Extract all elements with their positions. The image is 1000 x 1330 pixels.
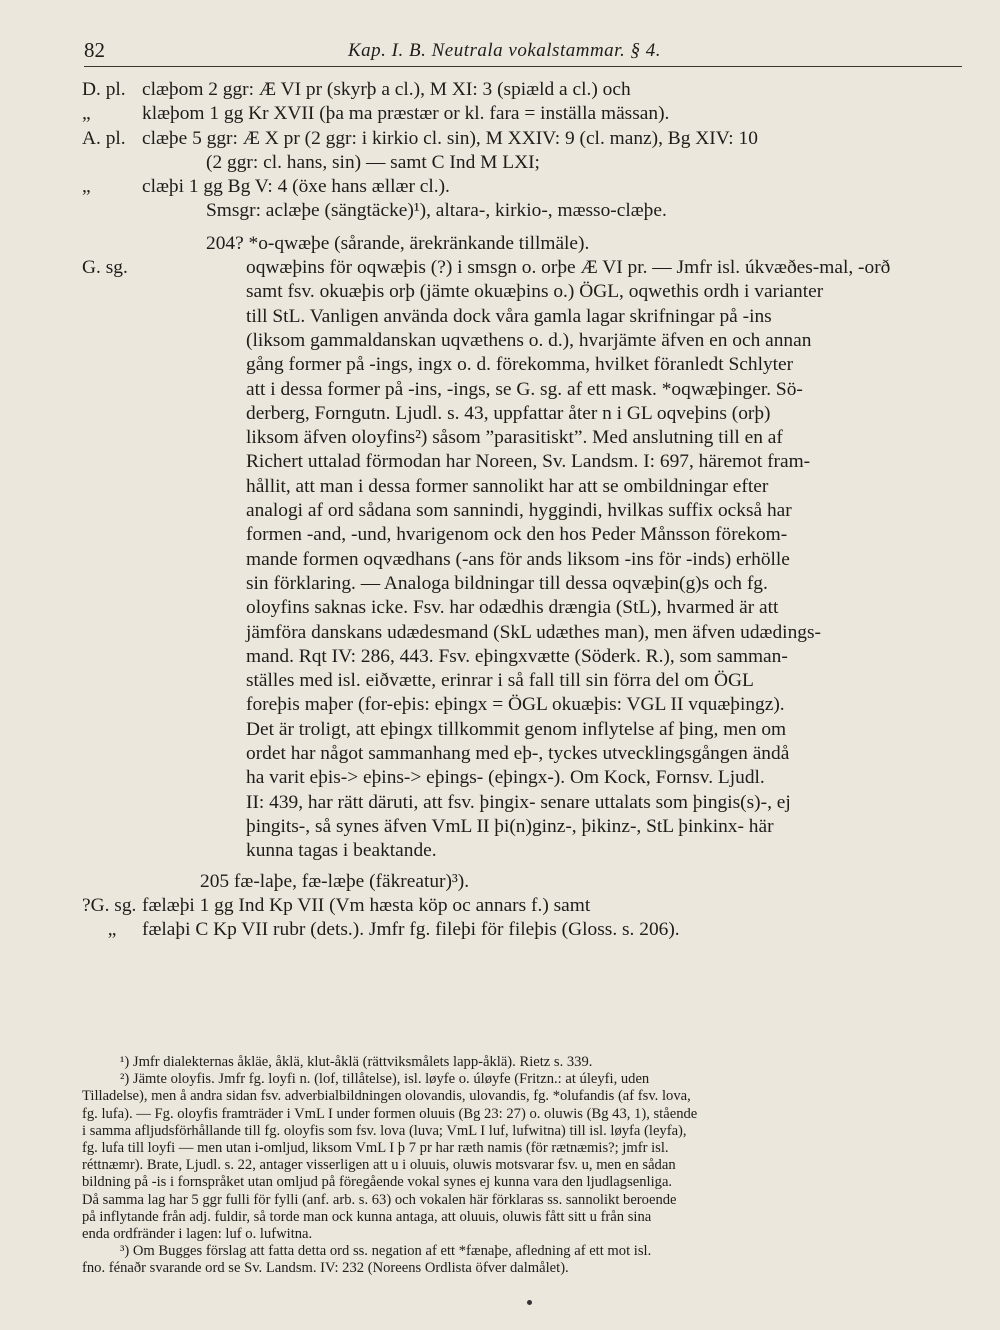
form-line	[82, 894, 967, 918]
case-label: ?G. sg.	[82, 894, 137, 916]
case-label: A. pl.	[82, 127, 126, 149]
form-text: fælæþi 1 gg Ind Kp VII (Vm hæsta köp oc annars f.) samt	[142, 894, 591, 916]
entry-204	[82, 232, 967, 864]
form-text: klæþom 1 gg Kr XVII (þa ma præstær or kl. fara = inställa mässan).	[142, 103, 670, 125]
paragraph-line: derberg, Forngutn. Ljudl. s. 43, uppfattar åter n i GL oqveþins (orþ)	[246, 402, 771, 424]
form-line	[82, 199, 967, 223]
page-header	[84, 36, 962, 67]
footnote-line: fg. lufa till loyfi — men utan i-omljud, liksom VmL I þ 7 pr har ræth namis (för rætnæmis?; jmfr isl.	[82, 1140, 669, 1157]
footnote-line: bildning på -is i fornspråket utan omljud på föregående vokal synes ej kunna vara den ljudlagsenliga.	[82, 1174, 673, 1191]
footnote-line: fno. fénaðr svarande ord se Sv. Landsm. IV: 232 (Noreens Ordlista öfver dalmålet).	[82, 1260, 569, 1277]
footnotes	[82, 1054, 967, 1278]
page-mark-dot	[527, 1300, 532, 1305]
paragraph-line: mand. Rqt IV: 286, 443. Fsv. eþingxvætte (Söderk. R.), som samman-	[246, 645, 788, 667]
footnote-line: Då samma lag har 5 ggr fulli för fylli (anf. arb. s. 63) och vokalen här förklaras ss. sannolikt beroende	[82, 1191, 677, 1208]
paragraph-line	[82, 256, 967, 280]
paragraph-line: jämföra danskans udædesmand (SkL udæthes man), men äfven udædings-	[246, 621, 821, 643]
paragraph-line: Richert uttalad förmodan har Noreen, Sv. Landsm. I: 697, häremot fram-	[246, 451, 811, 473]
paragraph-line: formen -and, -und, hvarigenom ock den hos Peder Månsson förekom-	[246, 524, 788, 546]
paragraph-line: liksom äfven oloyfins²) såsom ”parasitiskt”. Med anslutning till en af	[246, 427, 783, 449]
paragraph-line: att i dessa former på -ins, -ings, se G. sg. af ett mask. *oqwæþinger. Sö-	[246, 378, 803, 400]
paragraph-line: ordet har något sammanhang med eþ-, tyckes utvecklingsgången ändå	[246, 743, 790, 765]
paragraph-line: sin förklaring. — Analoga bildningar till dessa oqvæþin(g)s och fg.	[246, 572, 768, 594]
case-label	[82, 151, 142, 175]
footnote-line: réttnæmr). Brate, Ljudl. s. 22, antager visserligen att u i oluuis, oluwis motsvarar fsv. u, men en sådan	[82, 1157, 676, 1174]
case-label: „	[82, 103, 91, 125]
paragraph-line: Det är troligt, att eþingx tillkommit genom inflytelse af þing, men om	[246, 718, 787, 740]
footnote-3: ³) Om Bugges förslag att fatta detta ord ss. negation af ett *fænaþe, afledning af ett mot isl.	[120, 1243, 652, 1260]
paragraph-line: ställes med isl. eiðvætte, erinrar i så fall till sin förra del om ÖGL	[246, 670, 754, 692]
page-number: 82	[84, 38, 105, 62]
form-line	[82, 175, 967, 199]
form-text: clæþe 5 ggr: Æ X pr (2 ggr: i kirkio cl. sin), M XXIV: 9 (cl. manz), Bg XIV: 10	[142, 127, 758, 149]
form-line	[82, 78, 967, 102]
form-line	[82, 127, 967, 151]
form-text: (2 ggr: cl. hans, sin) — samt C Ind M LXI;	[206, 151, 540, 173]
paragraph-line: kunna tagas i beaktande.	[246, 840, 437, 862]
footnote-line: enda ordfränder i lagen: luf o. lufwitna.	[82, 1226, 313, 1243]
case-label: D. pl.	[82, 79, 126, 100]
paragraph-line: foreþis maþer (for-eþis: eþingx = ÖGL okuæþis: VGL II vquæþingz).	[246, 694, 785, 716]
footnote-line: fg. lufa). — Fg. oloyfis framträder i VmL I under formen oluuis (Bg 23: 27) o. oluwis (Bg 43, 1), stående	[82, 1105, 698, 1122]
paragraph-text: oqwæþins för oqwæþis (?) i smsgn o. orþe Æ VI pr. — Jmfr isl. úkvæðes-mal, -orð	[246, 257, 891, 279]
paragraph-line: þingits-, så synes äfven VmL II þi(n)ginz-, þikinz-, StL þinkinx- här	[246, 815, 774, 837]
entry-205	[82, 870, 967, 943]
compounds-text: Smsgr: aclæþe (sängtäcke)¹), altara-, kirkio-, mæsso-clæþe.	[206, 200, 667, 222]
paragraph-line: oloyfins saknas icke. Fsv. har odædhis drængia (StL), hvarmed är att	[246, 597, 779, 619]
paragraph-line: samt fsv. okuæþis orþ (jämte okuæþins o.) ÖGL, oqwethis ordh i varianter	[246, 281, 824, 303]
footnote-line: Tilladelse), men å andra sidan fsv. adverbialbildningen olovandis, ulovandis, fg. *olufandis (af fsv. lova,	[82, 1088, 691, 1105]
form-text: clæþom 2 ggr: Æ VI pr (skyrþ a cl.), M XI: 3 (spiæld a cl.) och	[142, 79, 631, 100]
footnote-line: på inflytande från adj. fuldir, så torde man ock kunna antaga, att oluuis, oluwis fått sitt u från sina	[82, 1208, 652, 1225]
running-head: Kap. I. B. Neutrala vokalstammar. § 4.	[348, 40, 661, 61]
case-label: G. sg.	[82, 257, 128, 279]
form-text: fælaþi C Kp VII rubr (dets.). Jmfr fg. fileþi för fileþis (Gloss. s. 206).	[142, 919, 680, 941]
form-text: clæþi 1 gg Bg V: 4 (öxe hans ællær cl.).	[142, 176, 450, 198]
footnote-1: ¹) Jmfr dialekternas åkläe, åklä, klut-åklä (rättviksmålets lapp-åklä). Rietz s. 339.	[120, 1054, 593, 1070]
footnote-2: ²) Jämte oloyfis. Jmfr fg. loyfi n. (lof, tillåtelse), isl. løyfe o. úløyfe (Fritzn.: at úleyfi, uden	[120, 1071, 650, 1088]
case-label	[82, 199, 142, 223]
case-label: „	[107, 919, 117, 941]
paragraph-line: II: 439, har rätt däruti, att fsv. þingix- senare uttalats som þingis(s)-, ej	[246, 791, 791, 813]
case-label: „	[82, 176, 91, 198]
paragraph-line: hållit, att man i dessa former sannolikt har att se ombildningar efter	[246, 475, 769, 497]
entry-205-headword: 205 fæ-laþe, fæ-læþe (fäkreatur)³).	[200, 870, 470, 892]
paragraph-line: mande formen oqvædhans (-ans för ands liksom -ins för -inds) erhölle	[246, 548, 790, 570]
form-line	[82, 918, 967, 942]
paragraph-line: gång former på -ings, ingx o. d. förekomma, hvilket föranledt Schlyter	[246, 354, 794, 376]
footnote-line: i samma afljudsförhållande till fg. oloyfis som fsv. lova (luva; VmL I luf, lufwitna) till isl. løyfa (leyfa),	[82, 1122, 687, 1139]
paragraph-line: analogi af ord sådana som sannindi, hyggindi, hvilkas suffix också har	[246, 500, 792, 522]
form-line	[82, 151, 967, 175]
paragraph-line: till StL. Vanligen använda dock våra gamla lagar skrifningar på -ins	[246, 305, 772, 327]
form-line	[82, 102, 967, 126]
paragraph-line: ha varit eþis-> eþins-> eþings- (eþingx-). Om Kock, Fornsv. Ljudl.	[246, 767, 765, 789]
entry-203-forms	[82, 78, 967, 224]
main-text	[82, 78, 967, 942]
paragraph-line: (liksom gammaldanskan uqvæthens o. d.), hvarjämte äfven en och annan	[246, 329, 812, 351]
entry-204-headword: 204? *o-qwæþe (sårande, ärekränkande tillmäle).	[206, 232, 590, 254]
